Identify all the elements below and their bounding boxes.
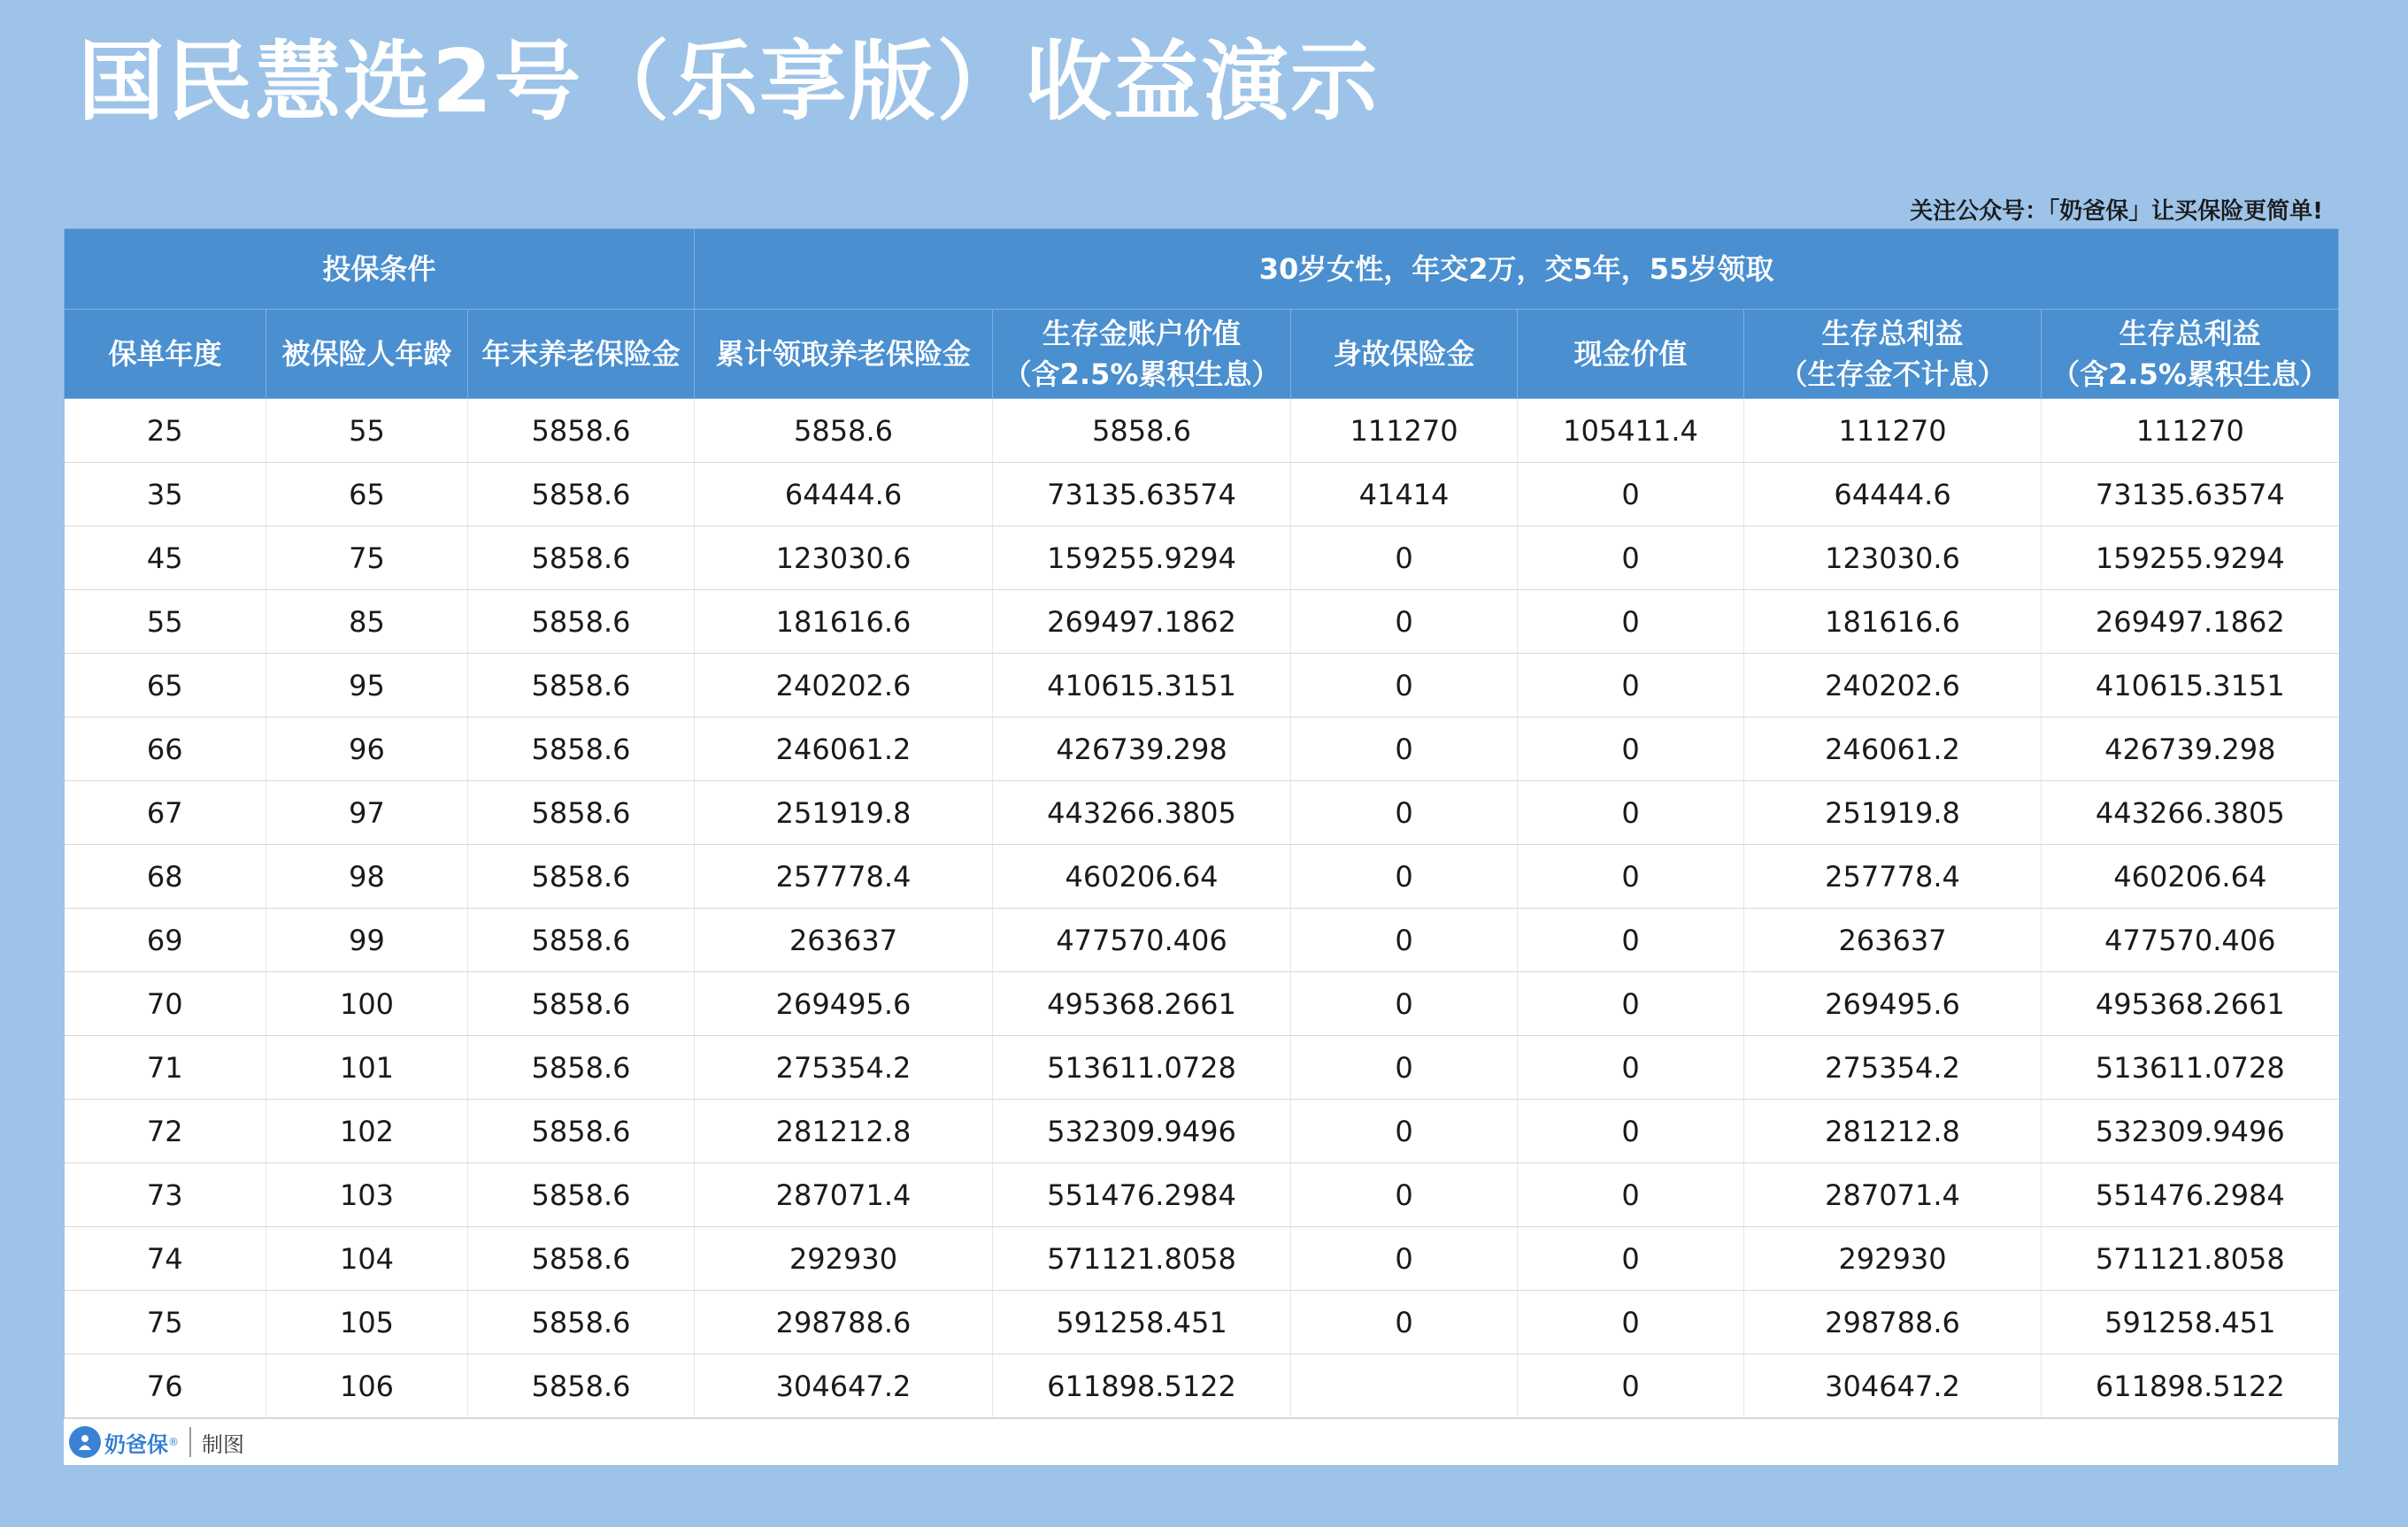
table-cell: 0 <box>1518 654 1744 717</box>
table-row <box>65 654 2339 717</box>
column-header-line: （含2.5%累积生息） <box>2051 357 2328 391</box>
table-cell: 5858.6 <box>468 717 695 781</box>
logo-text: 奶爸保 <box>104 1431 168 1457</box>
table-cell: 275354.2 <box>695 1036 993 1100</box>
table-cell: 0 <box>1518 1163 1744 1227</box>
table-cell: 298788.6 <box>695 1291 993 1354</box>
table-cell: 45 <box>65 526 266 590</box>
table-row <box>65 1163 2339 1227</box>
table-cell: 102 <box>266 1100 468 1163</box>
table-cell: 269497.1862 <box>2042 590 2339 654</box>
column-header-line: 累计领取养老保险金 <box>716 337 972 371</box>
table-cell: 75 <box>266 526 468 590</box>
table-cell: 181616.6 <box>1744 590 2042 654</box>
table-cell: 292930 <box>1744 1227 2042 1291</box>
table-cell: 55 <box>266 399 468 463</box>
table-cell: 97 <box>266 781 468 845</box>
table-cell: 181616.6 <box>695 590 993 654</box>
page-title: 国民慧选2号（乐享版）收益演示 <box>78 32 1380 133</box>
table-cell: 5858.6 <box>468 1100 695 1163</box>
table-cell: 0 <box>1291 526 1518 590</box>
table-cell: 5858.6 <box>993 399 1291 463</box>
table-cell: 477570.406 <box>993 909 1291 972</box>
table-cell: 67 <box>65 781 266 845</box>
table-cell: 0 <box>1518 1354 1744 1418</box>
table-row <box>65 399 2339 463</box>
table-cell: 123030.6 <box>695 526 993 590</box>
table-cell: 5858.6 <box>468 909 695 972</box>
table-cell: 0 <box>1518 526 1744 590</box>
table-cell: 513611.0728 <box>993 1036 1291 1100</box>
table-cell: 495368.2661 <box>993 972 1291 1036</box>
table-cell: 5858.6 <box>468 1354 695 1418</box>
table-cell: 571121.8058 <box>2042 1227 2339 1291</box>
table-cell: 72 <box>65 1100 266 1163</box>
table-row <box>65 781 2339 845</box>
table-cell: 73 <box>65 1163 266 1227</box>
table-cell: 0 <box>1518 1036 1744 1100</box>
table-cell: 159255.9294 <box>2042 526 2339 590</box>
table-cell: 0 <box>1518 463 1744 526</box>
table-cell: 0 <box>1291 1291 1518 1354</box>
table-cell: 98 <box>266 845 468 909</box>
table-cell: 5858.6 <box>695 399 993 463</box>
table-footer <box>64 1418 2338 1465</box>
table-row <box>65 909 2339 972</box>
table-cell <box>1291 1354 1518 1418</box>
table-cell: 281212.8 <box>695 1100 993 1163</box>
table-cell: 246061.2 <box>1744 717 2042 781</box>
table-cell: 73135.63574 <box>2042 463 2339 526</box>
column-header-line: 被保险人年龄 <box>281 337 452 371</box>
table-cell: 0 <box>1518 909 1744 972</box>
table-cell: 551476.2984 <box>993 1163 1291 1227</box>
table-cell: 263637 <box>1744 909 2042 972</box>
table-cell: 111270 <box>2042 399 2339 463</box>
table-cell: 0 <box>1518 717 1744 781</box>
footer-divider <box>189 1427 191 1457</box>
table-cell: 5858.6 <box>468 845 695 909</box>
table-cell: 70 <box>65 972 266 1036</box>
table-cell: 106 <box>266 1354 468 1418</box>
table-cell: 64444.6 <box>1744 463 2042 526</box>
table-cell: 5858.6 <box>468 1163 695 1227</box>
benefit-table <box>64 228 2339 1418</box>
table-cell: 99 <box>266 909 468 972</box>
table-cell: 298788.6 <box>1744 1291 2042 1354</box>
table-cell: 287071.4 <box>695 1163 993 1227</box>
table-cell: 240202.6 <box>695 654 993 717</box>
table-cell: 5858.6 <box>468 399 695 463</box>
table-row <box>65 526 2339 590</box>
table-cell: 269495.6 <box>695 972 993 1036</box>
table-cell: 611898.5122 <box>2042 1354 2339 1418</box>
column-header-line: （生存金不计息） <box>1779 357 2006 391</box>
column-header-line: （含2.5%累积生息） <box>1003 357 1281 391</box>
table-cell: 55 <box>65 590 266 654</box>
table-cell: 69 <box>65 909 266 972</box>
table-cell: 5858.6 <box>468 654 695 717</box>
table-cell: 281212.8 <box>1744 1100 2042 1163</box>
table-cell: 426739.298 <box>993 717 1291 781</box>
table-cell: 5858.6 <box>468 1291 695 1354</box>
table-body <box>65 399 2339 1418</box>
table-cell: 103 <box>266 1163 468 1227</box>
table-cell: 532309.9496 <box>993 1100 1291 1163</box>
column-header <box>468 310 695 399</box>
table-cell: 410615.3151 <box>2042 654 2339 717</box>
brand-logo <box>69 1426 179 1458</box>
column-header-line: 年末养老保险金 <box>481 337 681 371</box>
table-cell: 591258.451 <box>993 1291 1291 1354</box>
table-cell: 263637 <box>695 909 993 972</box>
table-cell: 104 <box>266 1227 468 1291</box>
table-cell: 443266.3805 <box>993 781 1291 845</box>
table-cell: 0 <box>1518 1100 1744 1163</box>
table-cell: 0 <box>1291 1227 1518 1291</box>
table-row <box>65 1100 2339 1163</box>
table-cell: 269497.1862 <box>993 590 1291 654</box>
column-header-line: 身故保险金 <box>1333 337 1475 371</box>
table-row <box>65 1354 2339 1418</box>
table-cell: 0 <box>1518 1227 1744 1291</box>
table-cell: 76 <box>65 1354 266 1418</box>
column-header-line: 生存总利益 <box>2119 317 2261 350</box>
table-cell: 64444.6 <box>695 463 993 526</box>
table-cell: 410615.3151 <box>993 654 1291 717</box>
column-header-line: 生存金账户价值 <box>1042 317 1242 350</box>
column-header <box>993 310 1291 399</box>
table-cell: 0 <box>1291 717 1518 781</box>
table-cell: 5858.6 <box>468 1036 695 1100</box>
table-cell: 100 <box>266 972 468 1036</box>
column-header <box>2042 310 2339 399</box>
table-row <box>65 717 2339 781</box>
header-note: 关注公众号：「奶爸保」让买保险更简单! <box>1910 198 2323 225</box>
table-cell: 0 <box>1291 845 1518 909</box>
footer-label: 制图 <box>202 1431 244 1457</box>
column-header <box>65 310 266 399</box>
column-header-line: 现金价值 <box>1573 337 1688 371</box>
column-header-line: 保单年度 <box>108 337 222 371</box>
logo-registered-mark: ® <box>168 1436 179 1448</box>
naibabao-logo-icon <box>69 1426 101 1458</box>
table-cell: 257778.4 <box>695 845 993 909</box>
table-cell: 35 <box>65 463 266 526</box>
table-cell: 611898.5122 <box>993 1354 1291 1418</box>
table-cell: 0 <box>1291 781 1518 845</box>
table-cell: 5858.6 <box>468 781 695 845</box>
column-header <box>1291 310 1518 399</box>
table-row <box>65 463 2339 526</box>
table-cell: 477570.406 <box>2042 909 2339 972</box>
table-row <box>65 972 2339 1036</box>
table-cell: 304647.2 <box>1744 1354 2042 1418</box>
table-cell: 111270 <box>1744 399 2042 463</box>
table-row <box>65 1227 2339 1291</box>
table-cell: 0 <box>1518 1291 1744 1354</box>
table-cell: 269495.6 <box>1744 972 2042 1036</box>
table-cell: 532309.9496 <box>2042 1100 2339 1163</box>
table-cell: 246061.2 <box>695 717 993 781</box>
table-cell: 5858.6 <box>468 972 695 1036</box>
table-cell: 105 <box>266 1291 468 1354</box>
group-header-conditions: 投保条件 <box>65 229 695 310</box>
table-cell: 41414 <box>1291 463 1518 526</box>
table-cell: 5858.6 <box>468 526 695 590</box>
table-cell: 240202.6 <box>1744 654 2042 717</box>
table-cell: 0 <box>1291 1036 1518 1100</box>
table-cell: 96 <box>266 717 468 781</box>
table-cell: 68 <box>65 845 266 909</box>
table-cell: 5858.6 <box>468 463 695 526</box>
table-cell: 65 <box>266 463 468 526</box>
table-cell: 105411.4 <box>1518 399 1744 463</box>
table-cell: 275354.2 <box>1744 1036 2042 1100</box>
table-cell: 0 <box>1291 590 1518 654</box>
table-cell: 0 <box>1291 654 1518 717</box>
table-cell: 443266.3805 <box>2042 781 2339 845</box>
table-cell: 304647.2 <box>695 1354 993 1418</box>
table-cell: 65 <box>65 654 266 717</box>
table-cell: 460206.64 <box>993 845 1291 909</box>
table-cell: 73135.63574 <box>993 463 1291 526</box>
column-header-row <box>65 310 2339 399</box>
table-cell: 251919.8 <box>695 781 993 845</box>
column-header <box>266 310 468 399</box>
table-cell: 591258.451 <box>2042 1291 2339 1354</box>
table-cell: 0 <box>1291 972 1518 1036</box>
table-cell: 85 <box>266 590 468 654</box>
table-cell: 257778.4 <box>1744 845 2042 909</box>
table-cell: 5858.6 <box>468 590 695 654</box>
table-row <box>65 1291 2339 1354</box>
table-cell: 0 <box>1518 781 1744 845</box>
column-header-line: 生存总利益 <box>1821 317 1964 350</box>
table-row <box>65 845 2339 909</box>
table-cell: 101 <box>266 1036 468 1100</box>
group-header-row <box>65 229 2339 310</box>
table-cell: 111270 <box>1291 399 1518 463</box>
table-cell: 571121.8058 <box>993 1227 1291 1291</box>
column-header <box>695 310 993 399</box>
table-cell: 0 <box>1291 1163 1518 1227</box>
table-cell: 0 <box>1518 590 1744 654</box>
table-cell: 495368.2661 <box>2042 972 2339 1036</box>
table-cell: 426739.298 <box>2042 717 2339 781</box>
table-cell: 0 <box>1518 972 1744 1036</box>
table-cell: 551476.2984 <box>2042 1163 2339 1227</box>
column-header <box>1518 310 1744 399</box>
table-cell: 123030.6 <box>1744 526 2042 590</box>
table-cell: 159255.9294 <box>993 526 1291 590</box>
benefit-table-container <box>64 228 2338 1465</box>
table-row <box>65 1036 2339 1100</box>
table-cell: 5858.6 <box>468 1227 695 1291</box>
table-cell: 460206.64 <box>2042 845 2339 909</box>
table-cell: 74 <box>65 1227 266 1291</box>
table-row <box>65 590 2339 654</box>
table-cell: 513611.0728 <box>2042 1036 2339 1100</box>
table-cell: 292930 <box>695 1227 993 1291</box>
group-header-scenario: 30岁女性，年交2万，交5年，55岁领取 <box>695 229 2339 310</box>
table-cell: 0 <box>1291 909 1518 972</box>
table-cell: 75 <box>65 1291 266 1354</box>
table-cell: 66 <box>65 717 266 781</box>
table-cell: 95 <box>266 654 468 717</box>
table-cell: 287071.4 <box>1744 1163 2042 1227</box>
table-cell: 71 <box>65 1036 266 1100</box>
table-cell: 251919.8 <box>1744 781 2042 845</box>
table-cell: 0 <box>1291 1100 1518 1163</box>
table-cell: 0 <box>1518 845 1744 909</box>
table-cell: 25 <box>65 399 266 463</box>
column-header <box>1744 310 2042 399</box>
